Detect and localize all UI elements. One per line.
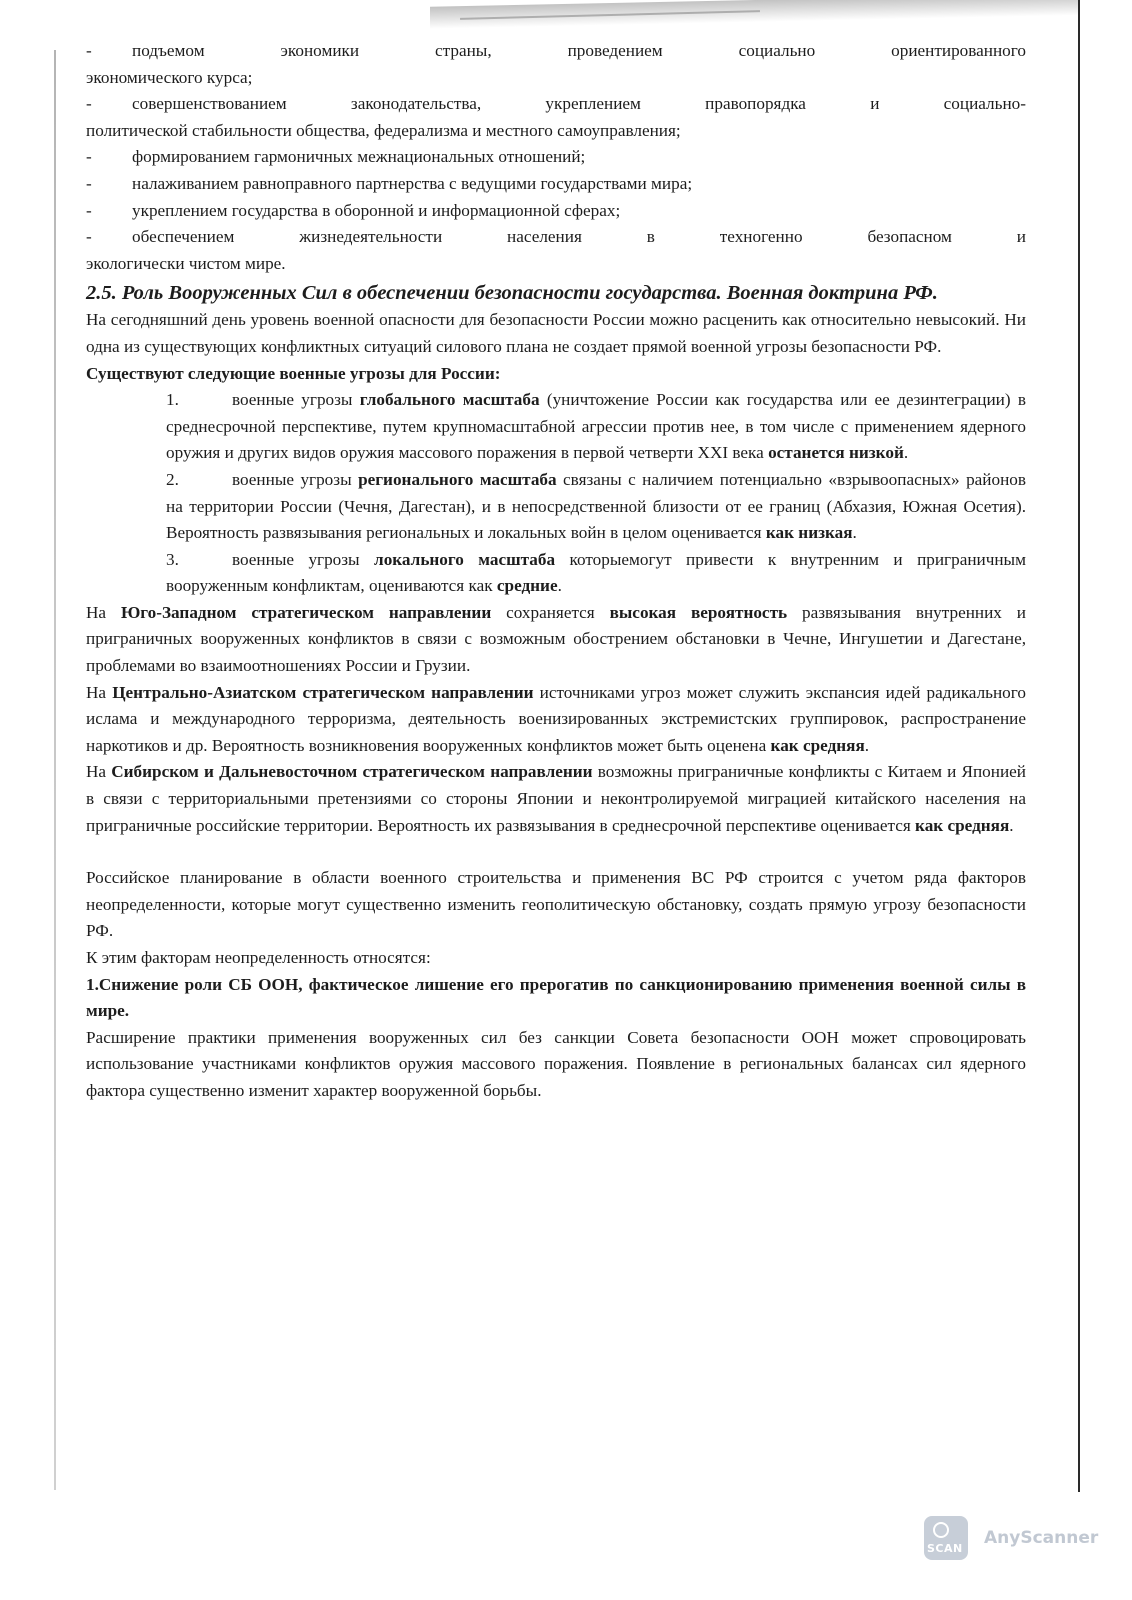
intro-paragraph: На сегодняшний день уровень военной опасности для безопасности России можно расценить как относительно невысокий. Ни одна из существующих конфликтных ситуаций силового плана не создает прямой военной угрозы безопасности РФ.	[86, 310, 1026, 356]
scan-shadow	[430, 0, 1080, 29]
list-item: - совершенствованием законодательства, укреплением правопорядка и социально-	[86, 94, 1026, 114]
blank-line	[86, 839, 1026, 865]
planning-paragraph: Российское планирование в области военного строительства и применения ВС РФ строится с учетом ряда факторов неопределенности, которые могут существенно изменить геополитическую обстановку, создать прямую угрозу безопасности РФ.	[86, 868, 1026, 941]
app-watermark	[924, 1516, 1098, 1560]
list-item: - обеспечением жизнедеятельности населения в техногенно безопасном и	[86, 227, 1026, 247]
list-item-cont: экологически чистом мире.	[86, 253, 286, 273]
list-item: - формированием гармоничных межнациональных отношений;	[86, 147, 586, 167]
threat-item: 3. военные угрозы локального масштаба которыемогут привести к внутренним и приграничным вооруженным конфликтам, оцениваются как средние.	[166, 549, 1026, 596]
watermark-name: AnyScanner	[984, 1528, 1099, 1548]
list-item: - подъемом экономики страны, проведением социально ориентированного	[86, 41, 1026, 60]
list-item: - налаживанием равноправного партнерства с ведущими государствами мира;	[86, 173, 693, 193]
factors-intro: К этим факторам неопределенность относятся:	[86, 948, 431, 967]
factor-heading: 1.Снижение роли СБ ООН, фактическое лишение его прерогатив по санкционированию применения военной силы в мире.	[86, 974, 1026, 1021]
threat-item: 1. военные угрозы глобального масштаба (уничтожение России как государства или ее дезинтеграции) в среднесрочной перспективе, путем крупномасштабной агрессии против нее, в том числе с применением ядерного оружия и других видов оружия массового поражения в первой четверти XXI века останется низкой.	[166, 390, 1027, 463]
directions	[86, 600, 1026, 839]
section-heading: 2.5. Роль Вооруженных Сил в обеспечении безопасности государства. Военная доктрина РФ.	[86, 282, 938, 305]
list-item-cont: политической стабильности общества, федерализма и местного самоуправления;	[86, 120, 681, 140]
threats-heading: Существуют следующие военные угрозы для России:	[86, 363, 501, 383]
threats-list	[86, 387, 1026, 600]
direction-paragraph: На Центрально-Азиатском стратегическом направлении источниками угроз может служить экспансия идей радикального ислама и международного терроризма, деятельность военизированных экстремистских группировок, распространение наркотиков и др. Вероятность возникновения вооруженных конфликтов может быть оценена как средняя.	[86, 682, 1026, 755]
direction-paragraph: На Сибирском и Дальневосточном стратегическом направлении возможны приграничные конфликты с Китаем и Японией в связи с территориальными претензиями со стороны Японии и неконтролируемой миграцией китайского населения на приграничные российские территории. Вероятность их развязывания в среднесрочной перспективе оценивается как средняя.	[86, 762, 1026, 835]
document-page	[86, 38, 1026, 1105]
scan-icon: SCAN	[924, 1516, 968, 1560]
list-item-cont: экономического курса;	[86, 67, 253, 87]
page-edge-right	[1078, 0, 1080, 1492]
list-item: - укреплением государства в оборонной и информационной сферах;	[86, 200, 621, 220]
factor-paragraph: Расширение практики применения вооруженных сил без санкции Совета безопасности ООН может спровоцировать использование участниками конфликтов оружия массового поражения. Появление в региональных балансах сил ядерного фактора существенно изменит характер вооруженной борьбы.	[86, 1027, 1026, 1100]
threat-item: 2. военные угрозы регионального масштаба связаны с наличием потенциально «взрывоопасных» районов на территории России (Чечня, Дагестан), и в непосредственной близости от ее границ (Абхазия, Южная Осетия). Вероятность развязывания региональных и локальных войн в целом оценивается как низкая.	[166, 469, 1027, 543]
direction-paragraph: На Юго-Западном стратегическом направлении сохраняется высокая вероятность развязывания внутренних и приграничных вооруженных конфликтов в связи с возможным обострением обстановки в Чечне, Ингушетии и Дагестане, проблемами во взаимоотношениях России и Грузии.	[86, 602, 1026, 676]
page-edge-left	[54, 50, 56, 1490]
bullet-list	[86, 38, 1026, 277]
